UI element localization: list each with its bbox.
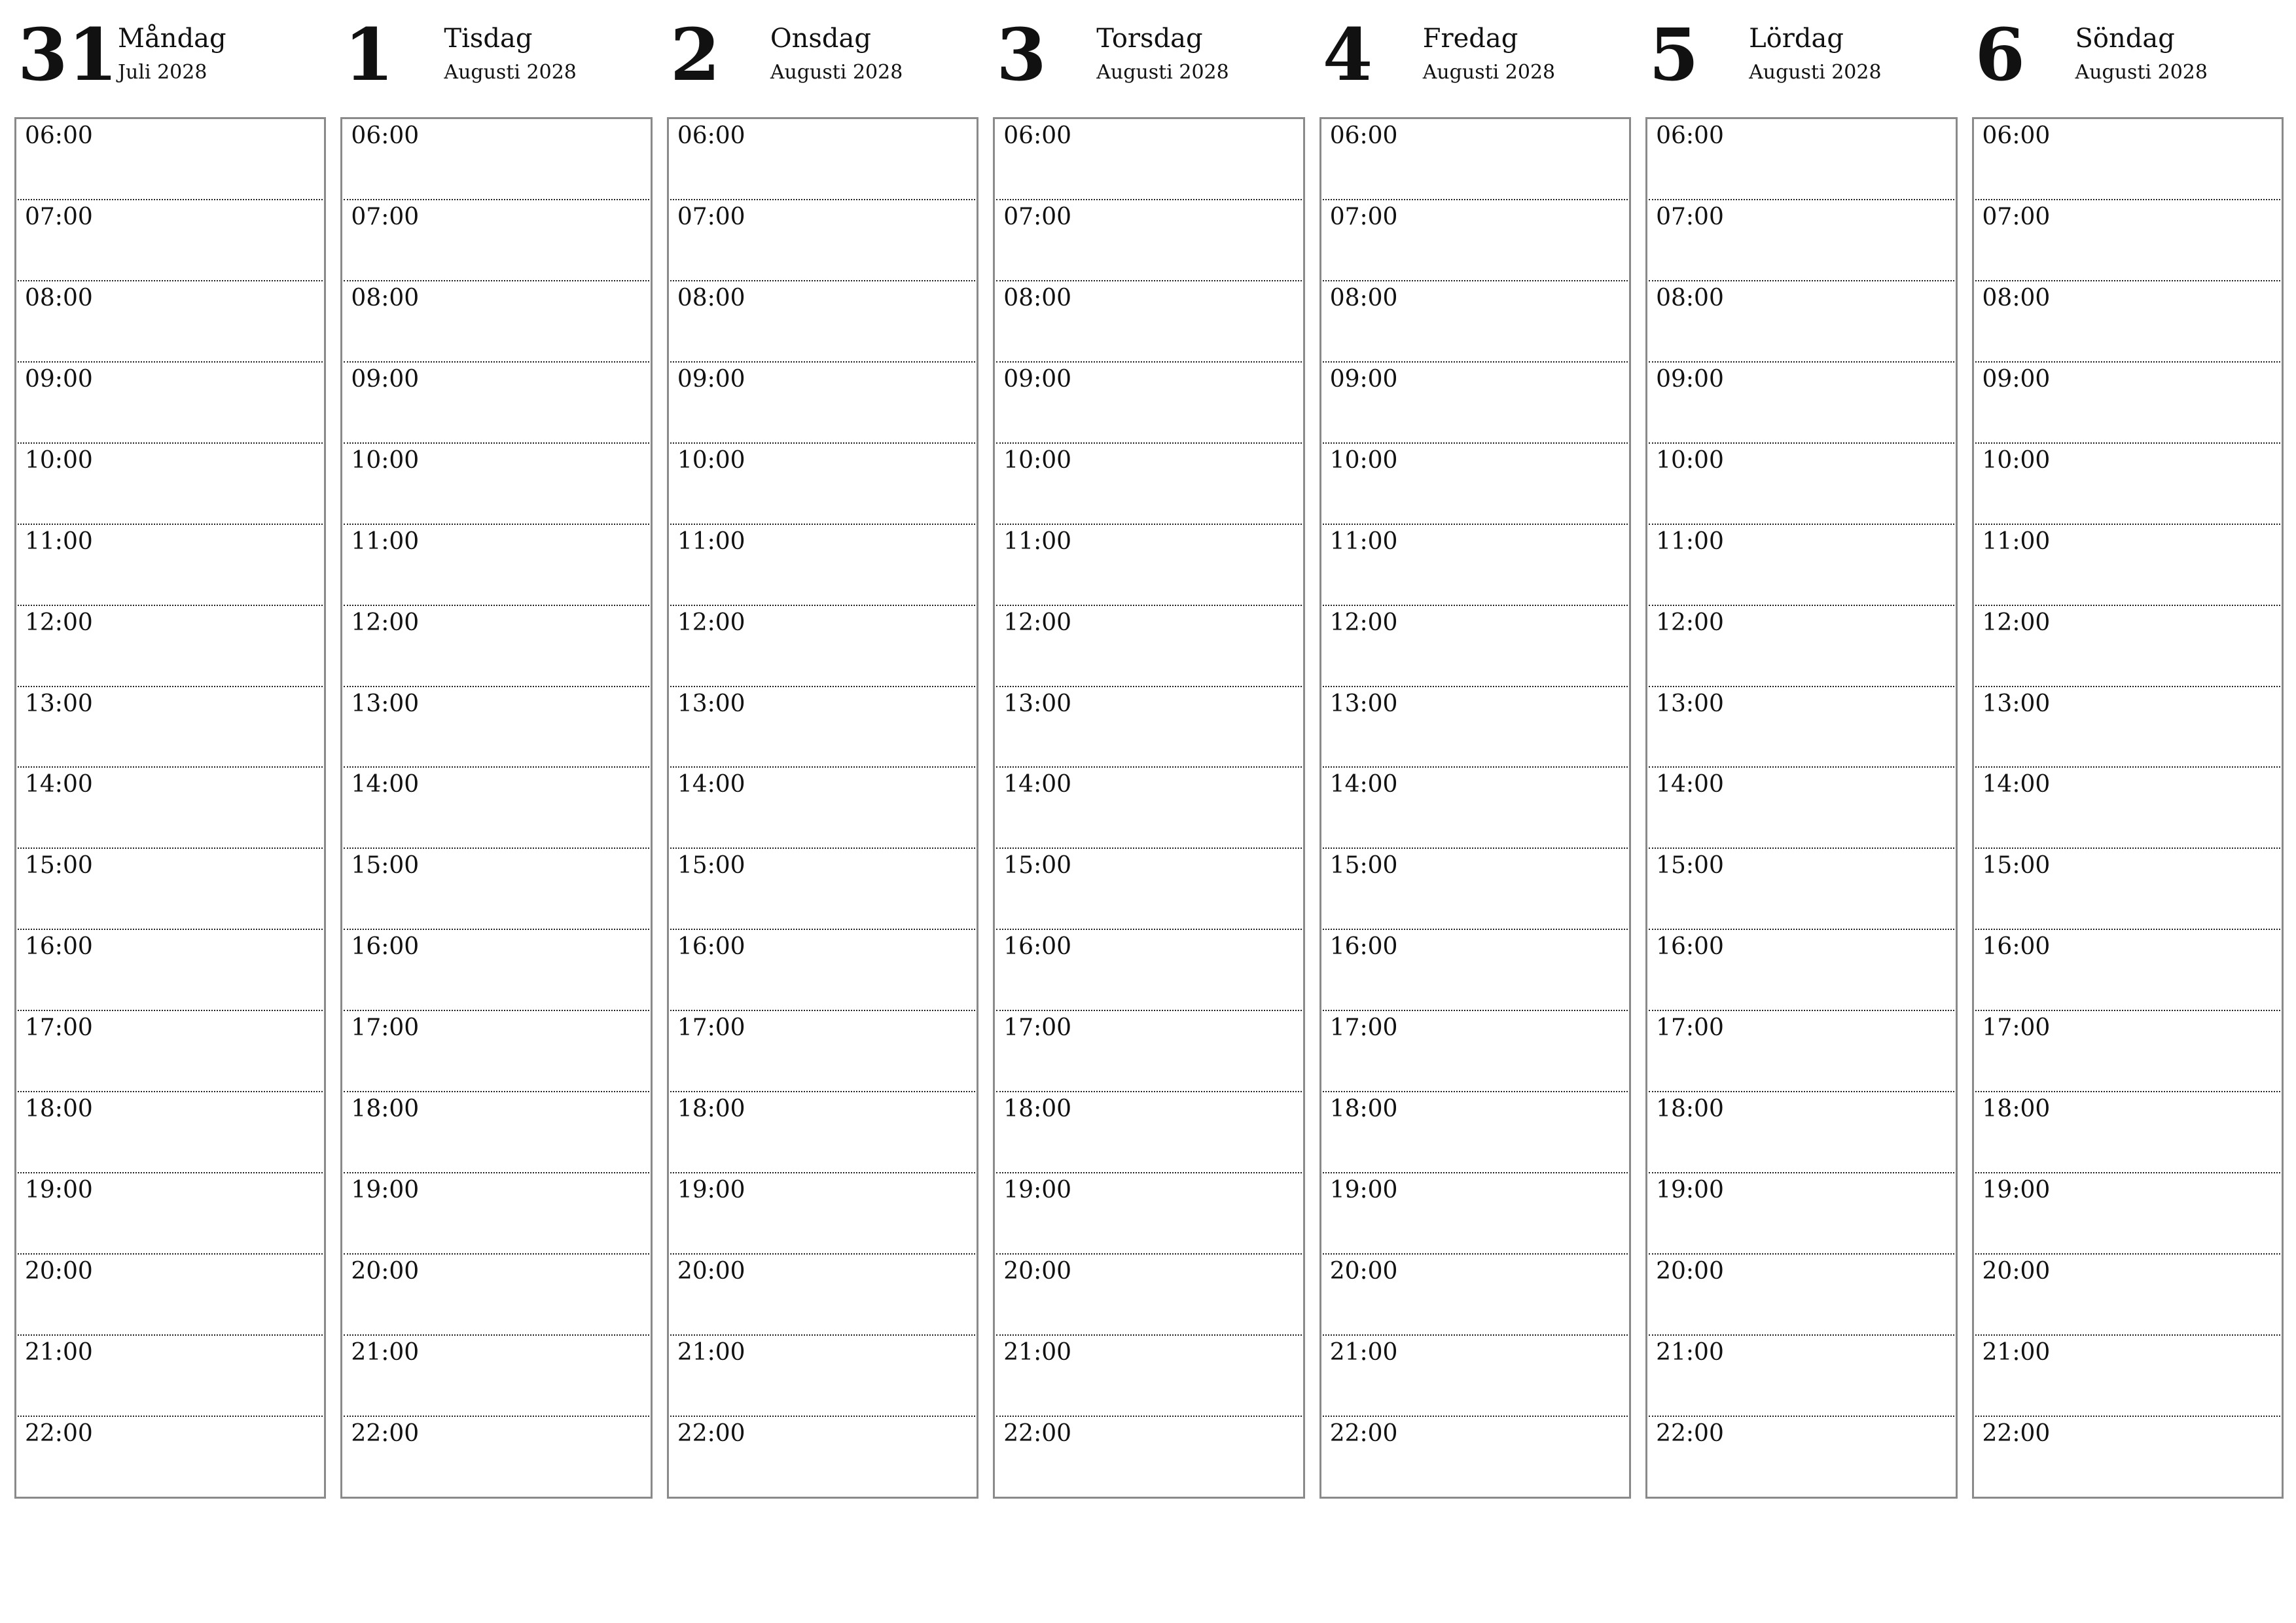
time-slot[interactable] [18,200,323,281]
time-label: 08:00 [351,284,420,312]
time-slot[interactable] [996,444,1301,525]
time-slot[interactable] [1323,363,1628,444]
time-slot[interactable] [1323,525,1628,606]
time-label: 17:00 [1982,1014,2051,1042]
time-label: 22:00 [1329,1420,1398,1448]
time-slot[interactable] [1975,930,2280,1011]
time-label: 10:00 [25,446,93,474]
time-slot[interactable] [344,1173,649,1255]
day-header [14,12,326,101]
day-column [667,12,978,1499]
time-label: 12:00 [1329,609,1398,636]
time-slot[interactable] [670,1417,975,1497]
time-label: 08:00 [25,284,93,312]
time-slot[interactable] [344,687,649,768]
time-slot[interactable] [1975,1092,2280,1173]
time-slot[interactable] [670,687,975,768]
time-slot[interactable] [344,1336,649,1417]
time-slot[interactable] [18,119,323,200]
time-slot[interactable] [18,1417,323,1497]
time-slot[interactable] [996,200,1301,281]
time-label: 12:00 [677,609,745,636]
time-label: 07:00 [1982,203,2051,230]
time-slot[interactable] [1975,119,2280,200]
time-slot[interactable] [18,281,323,363]
time-slot[interactable] [1323,1417,1628,1497]
time-label: 15:00 [1003,852,1072,880]
time-label: 15:00 [1656,852,1724,880]
time-slot[interactable] [670,606,975,687]
time-label: 16:00 [1656,933,1724,961]
time-label: 06:00 [351,122,420,149]
time-slot[interactable] [670,1173,975,1255]
time-label: 08:00 [1656,284,1724,312]
weekday-name: Torsdag [1096,24,1203,54]
time-slot[interactable] [1323,1173,1628,1255]
time-slot[interactable] [996,1173,1301,1255]
time-label: 18:00 [1656,1096,1724,1123]
time-label: 10:00 [1656,446,1724,474]
time-slot[interactable] [18,1336,323,1417]
time-label: 06:00 [677,122,745,149]
time-label: 13:00 [677,690,745,717]
time-label: 12:00 [1656,609,1724,636]
time-slot[interactable] [1975,768,2280,849]
time-slot[interactable] [1975,1011,2280,1092]
time-slot[interactable] [1649,768,1954,849]
time-slot[interactable] [1649,119,1954,200]
time-label: 20:00 [351,1258,420,1285]
time-slot[interactable] [670,1011,975,1092]
time-slot[interactable] [1323,606,1628,687]
time-label: 18:00 [351,1096,420,1123]
day-header [1319,12,1631,101]
time-label: 12:00 [25,609,93,636]
time-label: 14:00 [1003,771,1072,798]
time-label: 21:00 [25,1339,93,1366]
time-label: 11:00 [351,527,420,555]
time-slot[interactable] [1975,363,2280,444]
time-slot[interactable] [1323,930,1628,1011]
time-slot[interactable] [670,200,975,281]
time-label: 17:00 [25,1014,93,1042]
time-slot-box [1645,117,1957,1499]
time-slot[interactable] [996,930,1301,1011]
time-label: 11:00 [25,527,93,555]
time-label: 17:00 [351,1014,420,1042]
time-slot[interactable] [18,687,323,768]
time-label: 21:00 [1656,1339,1724,1366]
time-label: 22:00 [1656,1420,1724,1448]
time-slot[interactable] [996,1417,1301,1497]
time-label: 21:00 [1982,1339,2051,1366]
time-label: 16:00 [677,933,745,961]
weekday-name: Måndag [118,24,226,54]
time-slot[interactable] [670,281,975,363]
time-label: 07:00 [25,203,93,230]
time-label: 13:00 [1982,690,2051,717]
time-label: 08:00 [677,284,745,312]
time-label: 19:00 [677,1177,745,1204]
time-label: 14:00 [351,771,420,798]
time-slot[interactable] [344,119,649,200]
weekday-name: Tisdag [444,24,533,54]
time-slot[interactable] [670,363,975,444]
day-number: 4 [1322,12,1373,97]
day-number: 6 [1975,12,2026,97]
time-slot[interactable] [1323,1011,1628,1092]
time-slot[interactable] [18,525,323,606]
time-label: 16:00 [1329,933,1398,961]
time-slot[interactable] [996,1092,1301,1173]
time-label: 08:00 [1982,284,2051,312]
time-slot[interactable] [18,363,323,444]
time-slot[interactable] [1649,1173,1954,1255]
time-slot[interactable] [344,606,649,687]
time-slot[interactable] [670,1092,975,1173]
time-label: 14:00 [677,771,745,798]
time-slot[interactable] [18,1011,323,1092]
time-label: 22:00 [1003,1420,1072,1448]
time-label: 09:00 [25,365,93,393]
time-slot-box [1972,117,2284,1499]
time-slot[interactable] [1649,687,1954,768]
time-slot[interactable] [996,525,1301,606]
time-slot[interactable] [1323,444,1628,525]
time-slot[interactable] [1649,1417,1954,1497]
time-label: 10:00 [351,446,420,474]
time-slot[interactable] [996,849,1301,930]
time-slot[interactable] [1975,1255,2280,1336]
time-slot[interactable] [18,1092,323,1173]
day-column [1972,12,2284,1499]
day-header [1972,12,2284,101]
time-label: 13:00 [1329,690,1398,717]
time-slot[interactable] [996,363,1301,444]
time-label: 06:00 [1329,122,1398,149]
time-label: 17:00 [677,1014,745,1042]
day-number: 3 [996,12,1047,97]
time-slot[interactable] [670,930,975,1011]
time-label: 13:00 [351,690,420,717]
time-slot[interactable] [996,606,1301,687]
time-label: 14:00 [1656,771,1724,798]
day-column [1645,12,1957,1499]
time-slot[interactable] [344,768,649,849]
time-slot[interactable] [1975,849,2280,930]
weekday-name: Onsdag [770,24,871,54]
time-slot[interactable] [996,768,1301,849]
time-label: 09:00 [1329,365,1398,393]
time-label: 06:00 [1982,122,2051,149]
time-label: 15:00 [351,852,420,880]
weekday-name: Lördag [1749,24,1844,54]
time-label: 20:00 [25,1258,93,1285]
time-slot[interactable] [996,687,1301,768]
time-label: 16:00 [351,933,420,961]
time-slot[interactable] [344,1255,649,1336]
weekday-name: Söndag [2075,24,2175,54]
time-label: 06:00 [25,122,93,149]
month-year-label: Augusti 2028 [2075,61,2208,84]
day-number: 5 [1649,12,1699,97]
time-label: 19:00 [1656,1177,1724,1204]
time-label: 07:00 [1329,203,1398,230]
time-slot-box [14,117,326,1499]
time-label: 11:00 [1329,527,1398,555]
time-slot[interactable] [1323,281,1628,363]
day-number: 2 [670,12,721,97]
time-slot[interactable] [1323,1092,1628,1173]
time-slot[interactable] [1975,1336,2280,1417]
time-label: 17:00 [1329,1014,1398,1042]
time-slot[interactable] [1649,281,1954,363]
time-label: 13:00 [1656,690,1724,717]
time-label: 22:00 [1982,1420,2051,1448]
time-label: 18:00 [677,1096,745,1123]
time-label: 21:00 [677,1339,745,1366]
time-label: 09:00 [1656,365,1724,393]
time-slot[interactable] [18,768,323,849]
time-label: 07:00 [1656,203,1724,230]
time-label: 16:00 [1003,933,1072,961]
time-slot[interactable] [1649,1336,1954,1417]
time-label: 19:00 [1982,1177,2051,1204]
time-label: 22:00 [25,1420,93,1448]
time-label: 21:00 [1329,1339,1398,1366]
month-year-label: Augusti 2028 [444,61,577,84]
time-label: 11:00 [1656,527,1724,555]
time-label: 07:00 [677,203,745,230]
day-column [340,12,652,1499]
time-slot[interactable] [344,200,649,281]
time-slot[interactable] [1649,849,1954,930]
month-year-label: Augusti 2028 [1749,61,1882,84]
time-slot[interactable] [1323,768,1628,849]
time-label: 19:00 [1329,1177,1398,1204]
time-label: 11:00 [1982,527,2051,555]
time-label: 10:00 [677,446,745,474]
time-slot[interactable] [1649,200,1954,281]
time-slot[interactable] [18,606,323,687]
time-slot[interactable] [1323,1255,1628,1336]
time-label: 18:00 [1003,1096,1072,1123]
time-label: 14:00 [1982,771,2051,798]
time-slot[interactable] [18,1173,323,1255]
time-label: 08:00 [1003,284,1072,312]
time-label: 21:00 [1003,1339,1072,1366]
time-slot[interactable] [996,281,1301,363]
time-slot-box [1319,117,1631,1499]
time-slot[interactable] [670,849,975,930]
day-header [667,12,978,101]
time-slot[interactable] [1649,1255,1954,1336]
time-label: 21:00 [351,1339,420,1366]
time-slot[interactable] [1649,1011,1954,1092]
time-slot[interactable] [18,1255,323,1336]
time-slot[interactable] [996,119,1301,200]
day-header [1645,12,1957,101]
time-label: 18:00 [1982,1096,2051,1123]
time-slot[interactable] [344,1417,649,1497]
time-slot[interactable] [1323,849,1628,930]
time-slot[interactable] [1649,930,1954,1011]
time-label: 16:00 [25,933,93,961]
time-label: 10:00 [1329,446,1398,474]
time-label: 15:00 [25,852,93,880]
time-slot[interactable] [670,1255,975,1336]
time-slot[interactable] [344,444,649,525]
time-label: 13:00 [25,690,93,717]
time-label: 18:00 [25,1096,93,1123]
time-label: 15:00 [677,852,745,880]
day-header [993,12,1304,101]
day-number: 31 [18,12,118,97]
time-slot[interactable] [1975,606,2280,687]
month-year-label: Augusti 2028 [1096,61,1229,84]
time-slot[interactable] [344,281,649,363]
time-label: 17:00 [1003,1014,1072,1042]
time-slot[interactable] [1649,444,1954,525]
time-label: 09:00 [1982,365,2051,393]
time-slot[interactable] [18,849,323,930]
time-slot[interactable] [996,1011,1301,1092]
day-number: 1 [344,12,394,97]
time-label: 20:00 [677,1258,745,1285]
time-label: 07:00 [1003,203,1072,230]
time-label: 20:00 [1329,1258,1398,1285]
time-label: 19:00 [351,1177,420,1204]
time-label: 16:00 [1982,933,2051,961]
time-label: 13:00 [1003,690,1072,717]
time-label: 09:00 [677,365,745,393]
time-slot[interactable] [344,930,649,1011]
time-slot[interactable] [344,1011,649,1092]
time-slot[interactable] [1323,119,1628,200]
time-label: 20:00 [1656,1258,1724,1285]
time-slot[interactable] [1649,1092,1954,1173]
time-label: 12:00 [351,609,420,636]
time-slot-box [340,117,652,1499]
time-slot[interactable] [1649,525,1954,606]
time-label: 22:00 [351,1420,420,1448]
time-label: 19:00 [25,1177,93,1204]
time-label: 14:00 [25,771,93,798]
time-label: 17:00 [1656,1014,1724,1042]
month-year-label: Augusti 2028 [770,61,903,84]
time-slot[interactable] [996,1255,1301,1336]
time-label: 18:00 [1329,1096,1398,1123]
time-label: 15:00 [1982,852,2051,880]
weekday-name: Fredag [1422,24,1518,54]
time-slot-box [667,117,978,1499]
time-label: 10:00 [1003,446,1072,474]
time-slot[interactable] [1975,1417,2280,1497]
weekly-planner [14,12,2284,1499]
time-slot[interactable] [1975,525,2280,606]
month-year-label: Juli 2028 [118,61,207,84]
time-slot[interactable] [996,1336,1301,1417]
time-slot[interactable] [1975,281,2280,363]
time-label: 06:00 [1003,122,1072,149]
day-column [1319,12,1631,1499]
time-slot[interactable] [1975,1173,2280,1255]
month-year-label: Augusti 2028 [1422,61,1556,84]
time-slot[interactable] [1649,606,1954,687]
time-label: 11:00 [1003,527,1072,555]
time-label: 20:00 [1982,1258,2051,1285]
time-slot[interactable] [1323,200,1628,281]
time-label: 22:00 [677,1420,745,1448]
time-label: 20:00 [1003,1258,1072,1285]
time-label: 12:00 [1982,609,2051,636]
day-column [993,12,1304,1499]
time-slot[interactable] [344,1092,649,1173]
time-label: 09:00 [351,365,420,393]
time-label: 15:00 [1329,852,1398,880]
day-column [14,12,326,1499]
day-header [340,12,652,101]
time-slot[interactable] [1323,687,1628,768]
time-slot[interactable] [18,444,323,525]
time-slot[interactable] [670,768,975,849]
time-slot[interactable] [670,525,975,606]
time-label: 08:00 [1329,284,1398,312]
time-slot[interactable] [1323,1336,1628,1417]
time-slot[interactable] [1975,444,2280,525]
time-slot[interactable] [1975,200,2280,281]
time-label: 14:00 [1329,771,1398,798]
time-label: 06:00 [1656,122,1724,149]
time-label: 11:00 [677,527,745,555]
time-slot-box [993,117,1304,1499]
time-label: 12:00 [1003,609,1072,636]
time-slot[interactable] [344,525,649,606]
time-slot[interactable] [670,444,975,525]
time-slot[interactable] [1975,687,2280,768]
time-slot[interactable] [670,1336,975,1417]
time-slot[interactable] [344,849,649,930]
time-slot[interactable] [670,119,975,200]
time-slot[interactable] [1649,363,1954,444]
time-slot[interactable] [18,930,323,1011]
time-label: 10:00 [1982,446,2051,474]
time-label: 07:00 [351,203,420,230]
time-label: 09:00 [1003,365,1072,393]
time-slot[interactable] [344,363,649,444]
time-label: 19:00 [1003,1177,1072,1204]
